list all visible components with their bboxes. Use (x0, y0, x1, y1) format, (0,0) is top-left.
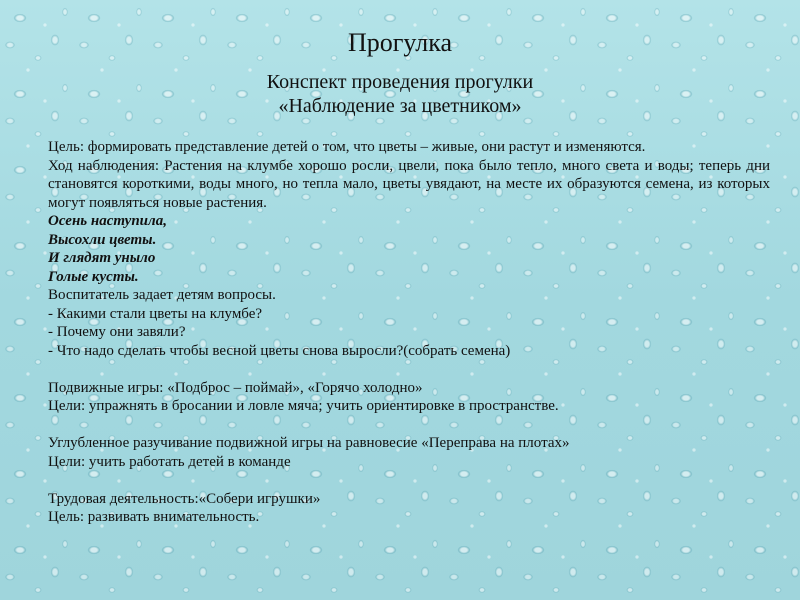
observation-text: Ход наблюдения: Растения на клумбе хорошо росли, цвели, пока было тепло, много света и воды; теперь дни становятся короткими, воды много, но тепла мало, цветы увядают, на месте их образуются семена, из которых могут появляться новые растения. (48, 157, 770, 211)
teacher-questions-intro: Воспитатель задает детям вопросы. (48, 287, 276, 303)
slide-subtitle (0, 70, 800, 118)
labor-text: Трудовая деятельность:«Собери игрушки» (48, 490, 321, 507)
question-item: - Почему они завяли? (48, 324, 186, 340)
labor-goal: Цель: развивать внимательность. (48, 509, 260, 525)
question-item: - Какими стали цветы на клумбе? (48, 305, 263, 322)
slide-body (48, 138, 770, 527)
slide-title: Прогулка (347, 28, 453, 57)
poem-line-3: И глядят уныло (48, 250, 156, 266)
spacer (48, 471, 770, 490)
active-games-text: Подвижные игры: «Подброс – поймай», «Горячо холодно» (48, 379, 423, 396)
subtitle-line-1: Конспект проведения прогулки (266, 71, 534, 93)
goal-text: Цель: формировать представление детей о том, что цветы – живые, они растут и изменяются. (48, 139, 646, 155)
active-games-goal: Цели: упражнять в бросании и ловле мяча; учить ориентировке в пространстве. (48, 398, 559, 414)
spacer (48, 360, 770, 379)
poem-line-4: Голые кусты. (48, 268, 139, 285)
balance-game-text: Углубленное разучивание подвижной игры на равновесие «Переправа на плотах» (48, 435, 570, 451)
subtitle-line-2: «Наблюдение за цветником» (278, 95, 522, 117)
poem-line-1: Осень наступила, (48, 213, 167, 229)
poem-line-2: Высохли цветы. (48, 231, 157, 248)
question-item: - Что надо сделать чтобы весной цветы снова выросли?(собрать семена) (48, 342, 511, 359)
spacer (48, 416, 770, 435)
balance-game-goal: Цели: учить работать детей в команде (48, 453, 291, 470)
